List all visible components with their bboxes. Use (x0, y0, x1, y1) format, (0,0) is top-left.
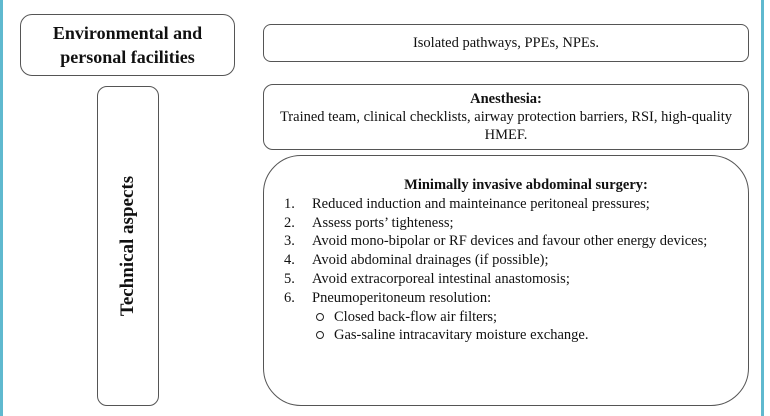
item-text: Avoid abdominal drainages (if possible); (312, 252, 549, 269)
environmental-label-line1: Environmental and (52, 23, 203, 43)
surgery-sublist (264, 308, 748, 346)
item-number: 3. (284, 233, 295, 250)
item-text: Assess ports’ tighteness; (312, 214, 454, 231)
item-number: 1. (284, 195, 295, 212)
anesthesia-body: Trained team, clinical checklists, airway protection barriers, RSI, high-quality HMEF. (279, 109, 733, 143)
item-number: 4. (284, 252, 295, 269)
surgery-box (263, 155, 749, 406)
subitem-text: Gas-saline intracavitary moisture exchange. (334, 327, 589, 344)
item-text: Avoid mono-bipolar or RF devices and favour other energy devices; (312, 233, 708, 250)
surgery-title: Minimally invasive abdominal surgery: (404, 177, 648, 193)
circle-bullet-icon (316, 331, 324, 339)
surgery-item (264, 232, 748, 251)
surgery-item (264, 289, 748, 308)
item-text: Avoid extracorporeal intestinal anastomosis; (312, 270, 570, 287)
item-number: 5. (284, 270, 295, 287)
subitem-text: Closed back-flow air filters; (334, 308, 498, 325)
environmental-content-text: Isolated pathways, PPEs, NPEs. (412, 34, 600, 51)
technical-aspects-label: Technical aspects (117, 175, 138, 317)
surgery-subitem (264, 326, 748, 345)
surgery-item (264, 270, 748, 289)
item-text: Reduced induction and mainteinance peritoneal pressures; (312, 195, 650, 212)
surgery-item (264, 251, 748, 270)
technical-aspects-box (97, 86, 159, 406)
environmental-label-line2: personal facilities (60, 47, 195, 67)
surgery-subitem (264, 308, 748, 327)
anesthesia-box (263, 84, 749, 150)
surgery-item (264, 195, 748, 214)
circle-bullet-icon (316, 313, 324, 321)
environmental-facilities-box (20, 14, 235, 76)
anesthesia-title: Anesthesia: (470, 91, 542, 107)
item-text: Pneumoperitoneum resolution: (312, 289, 492, 306)
surgery-list (264, 195, 748, 308)
surgery-item (264, 214, 748, 233)
item-number: 2. (284, 214, 295, 231)
item-number: 6. (284, 289, 295, 306)
environmental-content-box (263, 24, 749, 62)
